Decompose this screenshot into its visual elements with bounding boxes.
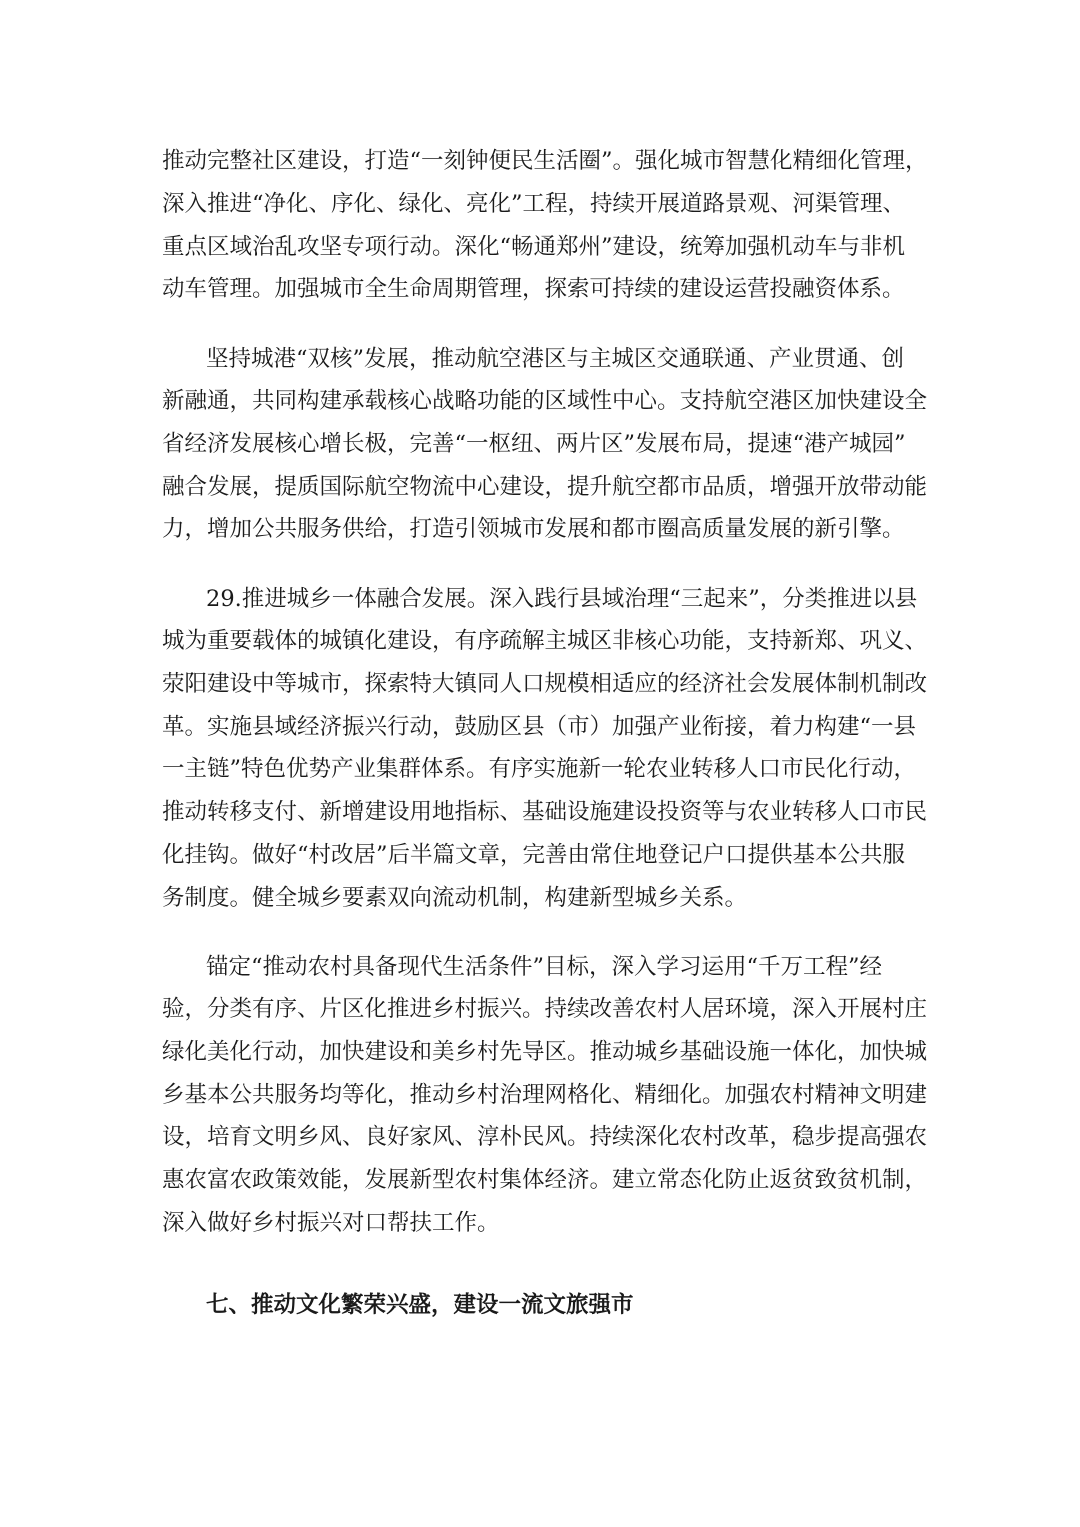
text-line: 验，分类有序、片区化推进乡村振兴。持续改善农村人居环境，深入开展村庄: [162, 996, 928, 1022]
text-line: 绿化美化行动，加快建设和美乡村先导区。推动城乡基础设施一体化，加快城: [162, 1039, 928, 1065]
text-line: 深入推进“净化、序化、绿化、亮化”工程，持续开展道路景观、河渠管理、: [162, 191, 906, 217]
text-line: 设，培育文明乡风、良好家风、淳朴民风。持续深化农村改革，稳步提高强农: [162, 1124, 928, 1150]
text-line: 城为重要载体的城镇化建设，有序疏解主城区非核心功能，支持新郑、巩义、: [162, 628, 928, 654]
text-line: 动车管理。加强城市全生命周期管理，探索可持续的建设运营投融资体系。: [162, 276, 905, 302]
text-line: 荥阳建设中等城市，探索特大镇同人口规模相适应的经济社会发展体制机制改: [162, 671, 928, 697]
text-line: 深入做好乡村振兴对口帮扶工作。: [162, 1210, 500, 1236]
text-line: 29.推进城乡一体融合发展。深入践行县域治理“三起来”，分类推进以县: [206, 586, 918, 612]
text-line: 坚持城港“双核”发展，推动航空港区与主城区交通联通、产业贯通、创: [206, 346, 905, 372]
text-line: 推动完整社区建设，打造“一刻钟便民生活圈”。强化城市智慧化精细化管理，: [162, 148, 928, 174]
text-line: 务制度。健全城乡要素双向流动机制，构建新型城乡关系。: [162, 885, 748, 911]
text-line: 锚定“推动农村具备现代生活条件”目标，深入学习运用“千万工程”经: [206, 954, 883, 980]
text-line: 省经济发展核心增长极，完善“一枢纽、两片区”发展布局，提速“港产城园”: [162, 431, 906, 457]
text-line: 推动转移支付、新增建设用地指标、基础设施建设投资等与农业转移人口市民: [162, 799, 928, 825]
section-heading: 七、推动文化繁荣兴盛，建设一流文旅强市: [206, 1292, 634, 1318]
text-line: 力，增加公共服务供给，打造引领城市发展和都市圈高质量发展的新引擎。: [162, 516, 905, 542]
text-line: 重点区域治乱攻坚专项行动。深化“畅通郑州”建设，统筹加强机动车与非机: [162, 234, 906, 260]
text-line: 革。实施县域经济振兴行动，鼓励区县（市）加强产业衔接，着力构建“一县: [162, 714, 917, 740]
text-line: 化挂钩。做好“村改居”后半篇文章，完善由常住地登记户口提供基本公共服: [162, 842, 906, 868]
text-line: 一主链”特色优势产业集群体系。有序实施新一轮农业转移人口市民化行动，: [162, 756, 917, 782]
text-line: 融合发展，提质国际航空物流中心建设，提升航空都市品质，增强开放带动能: [162, 474, 928, 500]
text-line: 新融通，共同构建承载核心战略功能的区域性中心。支持航空港区加快建设全: [162, 388, 928, 414]
text-line: 乡基本公共服务均等化，推动乡村治理网格化、精细化。加强农村精神文明建: [162, 1082, 928, 1108]
text-line: 惠农富农政策效能，发展新型农村集体经济。建立常态化防止返贫致贫机制，: [162, 1167, 928, 1193]
